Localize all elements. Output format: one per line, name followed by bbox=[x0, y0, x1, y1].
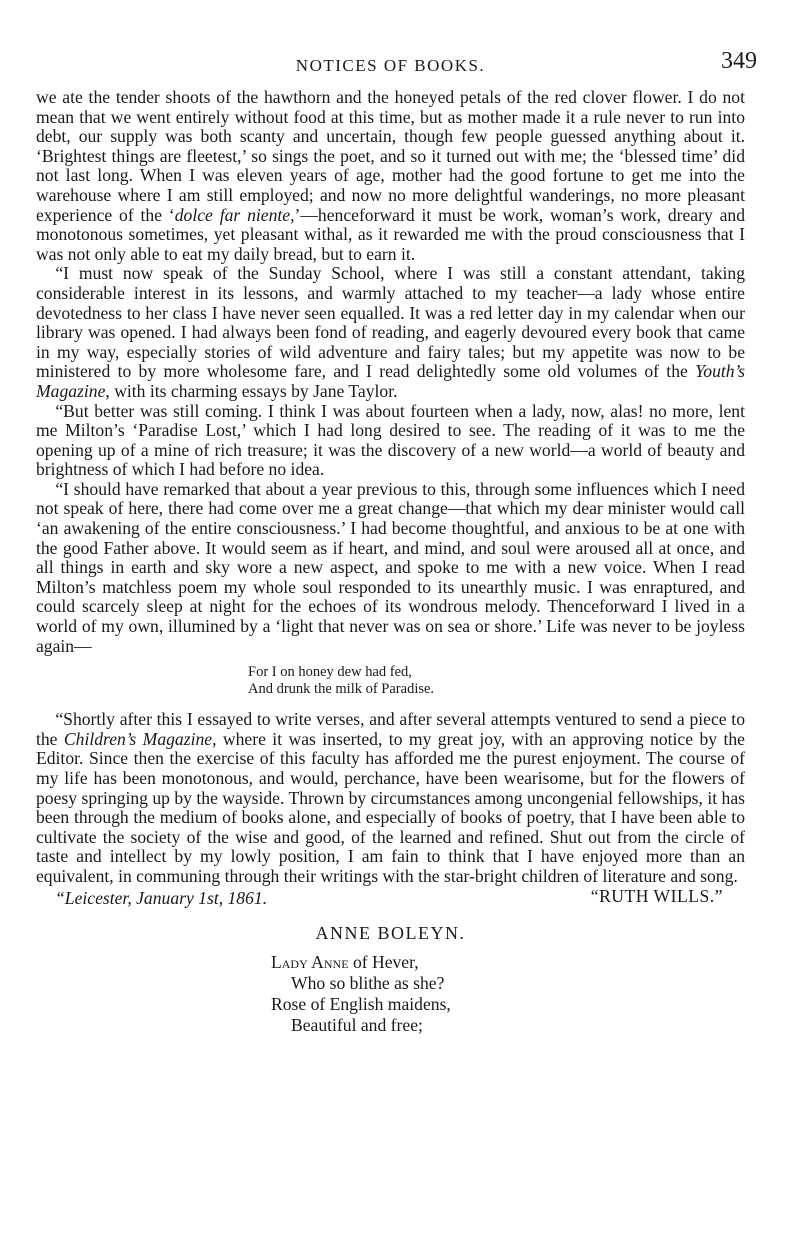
body-text-continued bbox=[36, 710, 745, 886]
small-caps-run: Lady Anne bbox=[271, 951, 349, 972]
italic-run: Children’s Magazine bbox=[63, 728, 213, 749]
poem-line bbox=[271, 952, 745, 973]
poem-line: Who so blithe as she? bbox=[291, 972, 445, 993]
text-run: ,’—henceforward it must be work, woman’s work, dreary and monotonous sometimes, yet pleasant withal, as it rewarded me with the proud consciousness that I was not only able to eat my daily bread, but to earn it. bbox=[36, 204, 746, 264]
running-head bbox=[36, 48, 757, 88]
poem-line: Beautiful and free; bbox=[291, 1014, 423, 1035]
poem-line: Rose of English maidens, bbox=[271, 993, 451, 1014]
quote-line: And drunk the milk of Paradise. bbox=[248, 681, 435, 698]
text-run: “I should have remarked that about a year previous to this, through some influences which I need not speak of here, there had come over me a great change—that which my dear minister would call ‘an awakening of the entire consciousness.’ I had become thoughtful, and anxious to be at one with the good Father above. It would seem as if heart, and mind, and soul were aroused all at once, and all things in earth and sky wore a new aspect, and spoke to me with a new voice. When I read Milton’s matchless poem my whole soul responded to its unearthly music. I was enraptured, and could scarcely sleep at night for the echoes of its wondrous melody. Thenceforward I lived in a world of my own, illumined by a ‘light that never was on sea or shore.’ Life was never to be joyless again— bbox=[36, 478, 745, 656]
text-run: , with its charming essays by Jane Taylor. bbox=[105, 380, 398, 401]
paragraph-1 bbox=[36, 88, 745, 264]
quote-line: For I on honey dew had fed, bbox=[248, 664, 412, 681]
running-title: NOTICES OF BOOKS. bbox=[295, 56, 486, 75]
text-run: “But better was still coming. I think I was about fourteen when a lady, now, alas! no more, lent me Milton’s ‘Paradise Lost,’ which I had long desired to see. The reading of it was to me the opening up of a mine of rich treasure; it was the discovery of a new world—a world of beauty and brightness of which I had before no idea. bbox=[36, 400, 745, 480]
text-run: of Hever, bbox=[348, 951, 419, 972]
paragraph-3 bbox=[36, 402, 745, 480]
place-date: “Leicester, January 1st, 1861. bbox=[55, 887, 268, 908]
text-run: we ate the tender shoots of the hawthorn and the honeyed petals of the red clover flower. I do not mean that we went entirely without food at this time, but as mother made it a rule never to run into debt, our supply was both scanty and uncertain, though few people guessed anything about it. ‘Brightest things are fleetest,’ so sings the poet, and so it turned out with me; the ‘blessed time’ did not last long. When I was eleven years of age, mother had the good fortune to get me into the warehouse where I am still employed; and now no more delightful wanderings, no more pleasant experience of the ‘ bbox=[36, 87, 745, 225]
paragraph-4 bbox=[36, 480, 745, 656]
paragraph-2 bbox=[36, 264, 745, 401]
text-run: “I must now speak of the Sunday School, where I was still a constant attendant, taking considerable interest in its lessons, and warmly attached to my teacher—a lady whose entire devotedness to her class I have never seen equalled. It was a red letter day in my calendar when our library was opened. I had always been fond of reading, and eagerly devoured every book that came in my way, especially stories of wild adventure and fairy tales; but my appetite was now to be ministered to by more wholesome fare, and I read delightedly some old volumes of the bbox=[36, 263, 745, 382]
text-run: , where it was inserted, to my great joy, with an approving notice by the Editor. Since then the exercise of this faculty has afforded me the purest enjoyment. The course of my life has been monotonous, and would, perchance, have been wearisome, but for the flowers of poesy springing up by the wayside. Thrown by circumstances among uncongenial fellowships, it has been through the medium of books alone, and especially of books of poetry, that I have been able to cultivate the society of the wise and good, of the learned and refined. Shut out from the circle of taste and intellect by my lowly position, I am fain to think that I have enjoyed more than an equivalent, in communing through their writings with the star-bright children of literature and song. bbox=[36, 728, 745, 886]
italic-run: Youth’s Magazine bbox=[36, 361, 745, 401]
body-text bbox=[36, 88, 745, 656]
italic-run: dolce far niente bbox=[174, 204, 291, 225]
letter-signoff bbox=[36, 887, 745, 911]
poem-heading: ANNE BOLEYN. bbox=[315, 922, 466, 943]
text-run: “Shortly after this I essayed to write verses, and after several attempts ventured to send a piece to the bbox=[36, 709, 745, 749]
author-signature: “RUTH WILLS.” bbox=[590, 885, 723, 906]
poem bbox=[271, 952, 745, 1036]
page-number: 349 bbox=[721, 48, 757, 74]
verse-quote bbox=[248, 664, 745, 698]
paragraph-5 bbox=[36, 710, 745, 886]
